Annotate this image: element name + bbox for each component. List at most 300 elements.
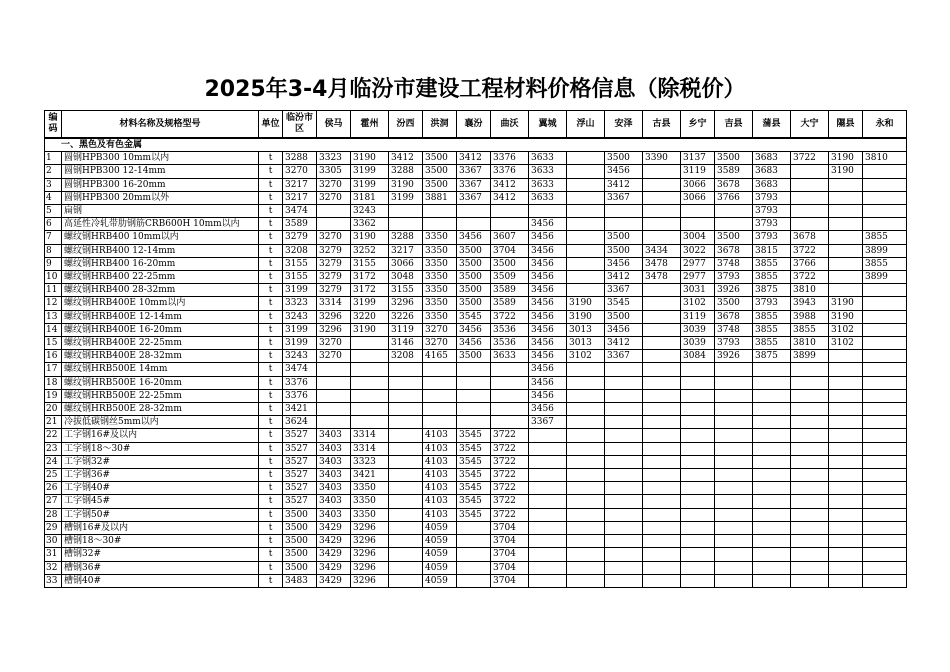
price-cell [715,574,753,587]
price-cell [643,455,681,468]
price-cell: 3243 [283,350,317,363]
price-cell: 3855 [863,231,907,244]
price-cell: 3350 [351,508,389,521]
price-cell: 3500 [423,152,457,165]
price-cell [863,363,907,376]
price-cell [829,508,863,521]
price-cell: 3722 [491,442,529,455]
price-cell: 3748 [715,257,753,270]
price-cell: 3855 [863,257,907,270]
table-row [45,165,907,178]
price-cell [715,403,753,416]
price-cell: 3004 [681,231,715,244]
price-cell: 3252 [351,244,389,257]
price-cell [423,376,457,389]
price-cell: 3683 [753,152,791,165]
price-cell [351,376,389,389]
price-cell: 3208 [389,350,423,363]
price-cell [389,389,423,402]
price-cell [829,191,863,204]
price-cell: 3815 [753,244,791,257]
price-cell [863,297,907,310]
price-cell [567,442,605,455]
price-cell: 3633 [529,178,567,191]
table-row [45,455,907,468]
price-cell: 3362 [351,218,389,231]
price-cell: 3704 [491,548,529,561]
price-cell: 3429 [317,521,351,534]
price-cell: 3146 [389,337,423,350]
price-cell [567,244,605,257]
price-cell: 3766 [791,257,829,270]
price-cell: 3500 [423,165,457,178]
price-cell: 3483 [283,574,317,587]
price-cell [389,482,423,495]
price-cell: 3899 [863,271,907,284]
price-cell [605,495,643,508]
price-cell: 3270 [423,337,457,350]
column-header: 临汾市区 [283,111,317,139]
section-row [45,138,907,152]
price-cell: 3500 [715,297,753,310]
price-cell [605,561,643,574]
table-row [45,442,907,455]
price-cell: 3633 [529,191,567,204]
price-cell [863,323,907,336]
price-cell [529,469,567,482]
price-cell: 3810 [791,337,829,350]
price-cell: 3137 [681,152,715,165]
price-cell [791,429,829,442]
price-cell: 3500 [283,535,317,548]
price-cell: 3793 [715,271,753,284]
price-cell: 3429 [317,548,351,561]
price-cell [567,257,605,270]
price-cell [491,389,529,402]
price-cell: 3367 [457,178,491,191]
price-cell: 3456 [529,244,567,257]
price-cell: 3403 [317,469,351,482]
table-row [45,403,907,416]
unit-cell: t [259,455,283,468]
price-cell: 3199 [389,191,423,204]
price-cell [567,191,605,204]
price-cell: 3270 [317,178,351,191]
price-cell [605,455,643,468]
price-cell: 3367 [457,165,491,178]
price-cell [681,469,715,482]
price-cell: 3527 [283,469,317,482]
price-cell [643,337,681,350]
price-cell: 3323 [351,455,389,468]
price-cell [829,495,863,508]
price-cell [643,389,681,402]
price-cell [681,376,715,389]
price-cell [863,455,907,468]
price-cell [643,323,681,336]
price-cell [753,429,791,442]
price-cell [567,376,605,389]
price-cell: 3403 [317,429,351,442]
price-cell [791,191,829,204]
price-cell [791,508,829,521]
price-cell: 3314 [351,442,389,455]
price-cell: 3793 [753,191,791,204]
price-cell: 3478 [643,257,681,270]
column-header: 蒲县 [753,111,791,139]
price-cell: 3500 [283,521,317,534]
price-cell: 3500 [283,508,317,521]
price-cell: 3376 [283,376,317,389]
price-cell [681,218,715,231]
price-cell [567,284,605,297]
price-cell: 3456 [457,231,491,244]
unit-cell: t [259,323,283,336]
price-cell [863,416,907,429]
row-number: 3 [45,178,62,191]
material-name: 螺纹钢HRB400 12-14mm [62,244,259,257]
material-name: 工字钢40# [62,482,259,495]
price-cell [643,205,681,218]
price-cell [567,389,605,402]
row-number: 27 [45,495,62,508]
material-name: 螺纹钢HRB400E 10mm以内 [62,297,259,310]
column-header: 古县 [643,111,681,139]
price-cell [643,429,681,442]
price-cell: 3589 [491,284,529,297]
price-cell [457,561,491,574]
table-header [45,111,907,139]
price-cell: 3367 [529,416,567,429]
column-header: 霍州 [351,111,389,139]
price-cell: 3279 [317,271,351,284]
price-cell [715,521,753,534]
material-name: 螺纹钢HRB400E 16-20mm [62,323,259,336]
table-row [45,469,907,482]
price-cell [567,205,605,218]
price-cell [567,363,605,376]
price-cell: 3478 [643,271,681,284]
price-cell [567,561,605,574]
price-cell: 3066 [681,191,715,204]
price-cell [715,205,753,218]
price-cell: 3226 [389,310,423,323]
price-cell [529,205,567,218]
price-cell: 3722 [791,244,829,257]
price-cell [681,389,715,402]
price-cell: 3456 [605,165,643,178]
price-cell: 3988 [791,310,829,323]
price-cell [829,416,863,429]
price-cell: 3456 [529,323,567,336]
price-cell [457,548,491,561]
row-number: 9 [45,257,62,270]
price-cell [791,376,829,389]
price-cell [643,495,681,508]
unit-cell: t [259,350,283,363]
row-number: 17 [45,363,62,376]
price-cell: 3875 [753,284,791,297]
price-cell [643,297,681,310]
price-cell: 3545 [457,455,491,468]
price-cell: 3500 [457,257,491,270]
price-cell [491,218,529,231]
material-name: 工字钢45# [62,495,259,508]
table-row [45,178,907,191]
price-cell: 3217 [283,191,317,204]
price-cell [791,205,829,218]
material-name: 圆钢HPB300 20mm以外 [62,191,259,204]
price-cell [529,508,567,521]
price-cell [791,218,829,231]
material-name: 圆钢HPB300 16-20mm [62,178,259,191]
table-row [45,323,907,336]
price-cell: 3412 [389,152,423,165]
price-cell: 3296 [317,310,351,323]
price-cell: 3678 [791,231,829,244]
price-cell: 3039 [681,323,715,336]
price-cell [863,574,907,587]
price-cell [829,218,863,231]
price-cell: 3270 [317,337,351,350]
price-cell [567,495,605,508]
price-cell [389,521,423,534]
table-row [45,271,907,284]
price-cell [863,165,907,178]
price-cell [605,521,643,534]
price-cell: 3875 [753,350,791,363]
price-cell [389,561,423,574]
price-cell [829,429,863,442]
price-cell: 3456 [529,310,567,323]
table-row [45,218,907,231]
unit-cell: t [259,297,283,310]
price-cell [753,442,791,455]
column-header: 单位 [259,111,283,139]
row-number: 1 [45,152,62,165]
price-cell [791,389,829,402]
price-cell: 3536 [491,337,529,350]
price-cell [389,548,423,561]
price-cell: 3429 [317,535,351,548]
price-cell [863,205,907,218]
price-cell [351,350,389,363]
price-cell: 3190 [567,310,605,323]
price-cell: 3926 [715,350,753,363]
price-cell [643,376,681,389]
material-name: 螺纹钢HRB400E 12-14mm [62,310,259,323]
row-number: 11 [45,284,62,297]
price-cell [605,548,643,561]
price-cell: 3403 [317,508,351,521]
price-cell [423,218,457,231]
price-cell: 3456 [529,389,567,402]
price-cell [389,403,423,416]
material-name: 扁钢 [62,205,259,218]
row-number: 15 [45,337,62,350]
row-number: 12 [45,297,62,310]
price-cell [791,495,829,508]
price-cell: 3722 [491,455,529,468]
price-cell [863,337,907,350]
price-cell: 3633 [529,165,567,178]
price-cell: 3456 [529,376,567,389]
price-cell [753,548,791,561]
price-cell [605,574,643,587]
unit-cell: t [259,521,283,534]
price-cell: 3722 [791,271,829,284]
price-cell: 3199 [351,297,389,310]
price-cell [643,218,681,231]
row-number: 5 [45,205,62,218]
price-cell: 3456 [529,337,567,350]
price-cell [457,574,491,587]
price-cell: 3722 [491,310,529,323]
price-cell: 3500 [715,231,753,244]
price-cell: 3412 [605,178,643,191]
price-cell: 3500 [605,231,643,244]
material-name: 螺纹钢HRB400 22-25mm [62,271,259,284]
price-cell [605,508,643,521]
price-cell [389,535,423,548]
price-cell [491,376,529,389]
price-cell: 3500 [283,561,317,574]
price-cell [567,403,605,416]
row-number: 30 [45,535,62,548]
table-row [45,389,907,402]
price-cell: 3270 [283,165,317,178]
price-cell: 3412 [605,337,643,350]
price-cell: 3527 [283,482,317,495]
table-row [45,363,907,376]
price-cell [567,548,605,561]
price-cell: 3500 [283,548,317,561]
price-cell: 4103 [423,455,457,468]
price-cell [715,482,753,495]
price-cell [643,574,681,587]
unit-cell: t [259,561,283,574]
unit-cell: t [259,495,283,508]
price-cell: 3456 [605,323,643,336]
row-number: 32 [45,561,62,574]
price-cell [389,416,423,429]
price-cell [567,178,605,191]
price-cell: 3190 [351,152,389,165]
price-cell: 3589 [491,297,529,310]
column-header: 乡宁 [681,111,715,139]
price-cell: 3403 [317,455,351,468]
price-cell [791,548,829,561]
price-cell: 3296 [389,297,423,310]
row-number: 6 [45,218,62,231]
table-row [45,548,907,561]
unit-cell: t [259,508,283,521]
price-cell: 3367 [457,191,491,204]
page-title: 2025年3-4月临汾市建设工程材料价格信息（除税价） [204,77,746,102]
row-number: 10 [45,271,62,284]
column-header: 大宁 [791,111,829,139]
price-cell [863,310,907,323]
price-cell: 3545 [457,469,491,482]
price-cell: 3474 [283,205,317,218]
price-cell [863,442,907,455]
table-row [45,350,907,363]
price-cell [529,574,567,587]
material-name: 工字钢36# [62,469,259,482]
price-cell: 3456 [529,271,567,284]
price-cell [529,455,567,468]
row-number: 25 [45,469,62,482]
price-cell: 2977 [681,271,715,284]
price-cell: 3456 [529,297,567,310]
row-number: 2 [45,165,62,178]
price-cell: 3199 [351,165,389,178]
price-cell: 4059 [423,548,457,561]
price-cell [529,495,567,508]
price-cell: 3190 [389,178,423,191]
price-cell [791,455,829,468]
price-cell [643,548,681,561]
price-cell: 3367 [605,350,643,363]
price-cell [567,482,605,495]
price-cell: 3190 [829,310,863,323]
price-cell [753,389,791,402]
price-cell: 3376 [491,152,529,165]
table-row [45,416,907,429]
price-cell: 3412 [457,152,491,165]
price-cell [643,284,681,297]
material-name: 高延性冷轧带肋钢筋CRB600H 10mm以内 [62,218,259,231]
row-number: 16 [45,350,62,363]
price-cell [317,363,351,376]
price-cell: 3376 [283,389,317,402]
material-name: 槽钢18～30# [62,535,259,548]
price-cell: 3500 [605,244,643,257]
table-body [45,138,907,587]
unit-cell: t [259,231,283,244]
unit-cell: t [259,403,283,416]
price-cell: 3350 [351,482,389,495]
price-cell [753,495,791,508]
price-cell [389,363,423,376]
price-cell [389,429,423,442]
price-cell [423,416,457,429]
unit-cell: t [259,535,283,548]
price-cell [863,178,907,191]
price-cell [317,389,351,402]
row-number: 8 [45,244,62,257]
price-cell: 3722 [491,495,529,508]
price-cell [791,442,829,455]
price-cell [715,376,753,389]
material-name: 槽钢36# [62,561,259,574]
price-cell: 3527 [283,495,317,508]
price-cell [863,561,907,574]
table-row [45,376,907,389]
price-cell [863,508,907,521]
price-cell [389,574,423,587]
column-header: 隰县 [829,111,863,139]
price-cell [829,482,863,495]
price-cell [643,231,681,244]
price-cell [317,403,351,416]
column-header: 曲沃 [491,111,529,139]
material-name: 工字钢18～30# [62,442,259,455]
price-cell [317,218,351,231]
price-cell: 3500 [457,244,491,257]
price-cell: 3270 [317,191,351,204]
unit-cell: t [259,191,283,204]
